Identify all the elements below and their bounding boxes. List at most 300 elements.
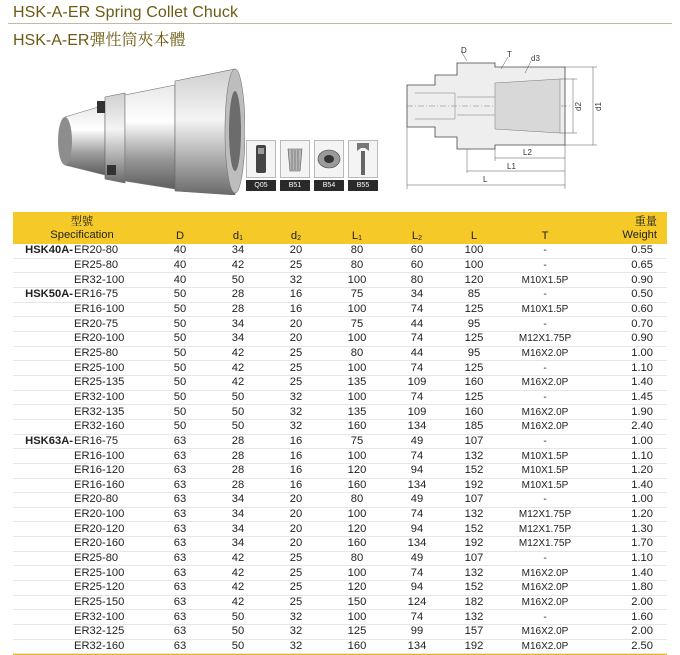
header-L1: $L_1$ bbox=[325, 212, 389, 244]
table-row bbox=[13, 258, 667, 273]
t-cell: M16X2.0P bbox=[503, 405, 587, 420]
d2-cell: 32 bbox=[267, 390, 325, 405]
w-cell: 1.60 bbox=[587, 610, 667, 625]
l1-cell: 100 bbox=[325, 610, 389, 625]
spec-cell: ER25-150 bbox=[73, 595, 151, 610]
l2-cell: 60 bbox=[389, 258, 445, 273]
d2-cell: 25 bbox=[267, 595, 325, 610]
d2-cell: 25 bbox=[267, 551, 325, 566]
l1-cell: 100 bbox=[325, 273, 389, 288]
w-cell: 1.00 bbox=[587, 346, 667, 361]
d-cell: 63 bbox=[151, 595, 209, 610]
t-cell: M16X2.0P bbox=[503, 595, 587, 610]
spec-cell: ER20-75 bbox=[73, 317, 151, 332]
l2-cell: 80 bbox=[389, 273, 445, 288]
d-cell: 50 bbox=[151, 302, 209, 317]
table-row bbox=[13, 522, 667, 537]
model-cell bbox=[13, 610, 73, 625]
d-cell: 40 bbox=[151, 258, 209, 273]
d1-cell: 28 bbox=[209, 434, 267, 449]
w-cell: 0.70 bbox=[587, 317, 667, 332]
t-cell: M10X1.5P bbox=[503, 449, 587, 464]
table-row bbox=[13, 507, 667, 522]
d1-cell: 42 bbox=[209, 361, 267, 376]
accessory-thumbnails bbox=[246, 140, 386, 192]
l1-cell: 160 bbox=[325, 419, 389, 434]
t-cell: M16X2.0P bbox=[503, 581, 587, 596]
d-cell: 63 bbox=[151, 434, 209, 449]
l2-cell: 74 bbox=[389, 390, 445, 405]
header-d1: $d_1$ bbox=[209, 212, 267, 244]
model-cell bbox=[13, 478, 73, 493]
d2-cell: 16 bbox=[267, 434, 325, 449]
spec-cell: ER25-80 bbox=[73, 551, 151, 566]
l-cell: 152 bbox=[445, 463, 503, 478]
table-row bbox=[13, 493, 667, 508]
dim-D-label: D bbox=[461, 46, 467, 55]
spec-cell: ER25-100 bbox=[73, 566, 151, 581]
accessory-label: B55 bbox=[348, 180, 378, 191]
l1-cell: 120 bbox=[325, 581, 389, 596]
d1-cell: 28 bbox=[209, 478, 267, 493]
spec-cell: ER25-80 bbox=[73, 258, 151, 273]
d2-cell: 25 bbox=[267, 581, 325, 596]
page-title-zh: HSK-A-ER彈性筒夾本體 bbox=[13, 32, 186, 49]
l-cell: 125 bbox=[445, 302, 503, 317]
t-cell: M10X1.5P bbox=[503, 273, 587, 288]
d-cell: 50 bbox=[151, 419, 209, 434]
spec-cell: ER25-120 bbox=[73, 581, 151, 596]
t-cell: M10X1.5P bbox=[503, 478, 587, 493]
l2-cell: 124 bbox=[389, 595, 445, 610]
w-cell: 0.65 bbox=[587, 258, 667, 273]
d-cell: 63 bbox=[151, 537, 209, 552]
table-row bbox=[13, 463, 667, 478]
model-cell bbox=[13, 551, 73, 566]
w-cell: 1.80 bbox=[587, 581, 667, 596]
l2-cell: 134 bbox=[389, 537, 445, 552]
w-cell: 0.60 bbox=[587, 302, 667, 317]
l2-cell: 74 bbox=[389, 610, 445, 625]
t-cell: - bbox=[503, 493, 587, 508]
w-cell: 1.70 bbox=[587, 537, 667, 552]
d1-cell: 28 bbox=[209, 287, 267, 302]
t-cell: M10X1.5P bbox=[503, 463, 587, 478]
table-row bbox=[13, 273, 667, 288]
l2-cell: 94 bbox=[389, 522, 445, 537]
wrench-icon bbox=[348, 140, 378, 178]
l-cell: 107 bbox=[445, 493, 503, 508]
l-cell: 132 bbox=[445, 507, 503, 522]
table-header-row bbox=[13, 212, 667, 244]
dim-L-label: L bbox=[483, 175, 488, 184]
w-cell: 1.10 bbox=[587, 449, 667, 464]
table-row bbox=[13, 478, 667, 493]
dim-L1-label: L1 bbox=[507, 162, 516, 171]
l1-cell: 125 bbox=[325, 625, 389, 640]
l2-cell: 74 bbox=[389, 449, 445, 464]
l-cell: 152 bbox=[445, 522, 503, 537]
l-cell: 132 bbox=[445, 449, 503, 464]
table-row bbox=[13, 581, 667, 596]
d2-cell: 20 bbox=[267, 522, 325, 537]
spec-cell: ER32-135 bbox=[73, 405, 151, 420]
d1-cell: 34 bbox=[209, 507, 267, 522]
w-cell: 1.30 bbox=[587, 522, 667, 537]
l2-cell: 74 bbox=[389, 302, 445, 317]
d2-cell: 32 bbox=[267, 639, 325, 654]
d-cell: 63 bbox=[151, 493, 209, 508]
l-cell: 85 bbox=[445, 287, 503, 302]
l1-cell: 100 bbox=[325, 449, 389, 464]
spec-cell: ER20-160 bbox=[73, 537, 151, 552]
l2-cell: 94 bbox=[389, 463, 445, 478]
table-row bbox=[13, 595, 667, 610]
l1-cell: 120 bbox=[325, 522, 389, 537]
d1-cell: 28 bbox=[209, 463, 267, 478]
l-cell: 132 bbox=[445, 566, 503, 581]
w-cell: 1.10 bbox=[587, 551, 667, 566]
technical-drawing bbox=[395, 45, 670, 195]
d1-cell: 50 bbox=[209, 419, 267, 434]
spec-cell: ER16-100 bbox=[73, 302, 151, 317]
d2-cell: 20 bbox=[267, 507, 325, 522]
dim-d1-label: d1 bbox=[594, 102, 603, 111]
d2-cell: 20 bbox=[267, 317, 325, 332]
t-cell: - bbox=[503, 287, 587, 302]
header-model-en: Specification bbox=[50, 229, 114, 241]
l2-cell: 109 bbox=[389, 375, 445, 390]
d-cell: 50 bbox=[151, 331, 209, 346]
model-cell bbox=[13, 346, 73, 361]
model-cell bbox=[13, 331, 73, 346]
l1-cell: 100 bbox=[325, 302, 389, 317]
spec-table bbox=[13, 212, 667, 654]
table-row bbox=[13, 610, 667, 625]
l-cell: 100 bbox=[445, 258, 503, 273]
d2-cell: 20 bbox=[267, 244, 325, 259]
model-cell bbox=[13, 449, 73, 464]
spec-cell: ER16-120 bbox=[73, 463, 151, 478]
l-cell: 152 bbox=[445, 581, 503, 596]
d2-cell: 20 bbox=[267, 331, 325, 346]
table-row bbox=[13, 537, 667, 552]
l-cell: 132 bbox=[445, 610, 503, 625]
dim-L2-label: L2 bbox=[523, 148, 532, 157]
d1-cell: 50 bbox=[209, 610, 267, 625]
l1-cell: 100 bbox=[325, 507, 389, 522]
header-D bbox=[151, 212, 209, 244]
l1-cell: 80 bbox=[325, 346, 389, 361]
d-cell: 63 bbox=[151, 507, 209, 522]
t-cell: M16X2.0P bbox=[503, 566, 587, 581]
t-cell: - bbox=[503, 390, 587, 405]
d-cell: 63 bbox=[151, 449, 209, 464]
spec-cell: ER16-75 bbox=[73, 287, 151, 302]
w-cell: 1.40 bbox=[587, 478, 667, 493]
d-cell: 63 bbox=[151, 478, 209, 493]
spec-cell: ER25-135 bbox=[73, 375, 151, 390]
spec-table-container bbox=[13, 212, 667, 655]
t-cell: - bbox=[503, 434, 587, 449]
d-cell: 50 bbox=[151, 317, 209, 332]
d2-cell: 32 bbox=[267, 405, 325, 420]
l2-cell: 134 bbox=[389, 639, 445, 654]
spec-cell: ER25-100 bbox=[73, 361, 151, 376]
d1-cell: 28 bbox=[209, 302, 267, 317]
accessory-label: B51 bbox=[280, 180, 310, 191]
l-cell: 100 bbox=[445, 244, 503, 259]
spec-cell: ER16-75 bbox=[73, 434, 151, 449]
d2-cell: 32 bbox=[267, 419, 325, 434]
model-cell bbox=[13, 405, 73, 420]
d-cell: 50 bbox=[151, 390, 209, 405]
d2-cell: 32 bbox=[267, 625, 325, 640]
table-row bbox=[13, 287, 667, 302]
spec-cell: ER20-80 bbox=[73, 244, 151, 259]
t-cell: M16X2.0P bbox=[503, 625, 587, 640]
model-cell bbox=[13, 566, 73, 581]
t-cell: - bbox=[503, 551, 587, 566]
header-L2: $L_2$ bbox=[389, 212, 445, 244]
model-cell bbox=[13, 361, 73, 376]
l-cell: 125 bbox=[445, 390, 503, 405]
model-cell bbox=[13, 302, 73, 317]
model-cell bbox=[13, 273, 73, 288]
spring-collet-icon bbox=[280, 140, 310, 178]
l-cell: 107 bbox=[445, 551, 503, 566]
table-row bbox=[13, 419, 667, 434]
l-cell: 107 bbox=[445, 434, 503, 449]
d-cell: 50 bbox=[151, 346, 209, 361]
table-row bbox=[13, 434, 667, 449]
accessory-b51 bbox=[280, 140, 310, 192]
spec-cell: ER16-100 bbox=[73, 449, 151, 464]
l1-cell: 80 bbox=[325, 258, 389, 273]
spec-cell: ER25-80 bbox=[73, 346, 151, 361]
model-cell bbox=[13, 258, 73, 273]
d2-cell: 25 bbox=[267, 566, 325, 581]
t-cell: - bbox=[503, 317, 587, 332]
w-cell: 1.45 bbox=[587, 390, 667, 405]
l1-cell: 160 bbox=[325, 537, 389, 552]
l1-cell: 75 bbox=[325, 317, 389, 332]
model-cell bbox=[13, 390, 73, 405]
l1-cell: 160 bbox=[325, 639, 389, 654]
table-row bbox=[13, 625, 667, 640]
d-cell: 50 bbox=[151, 361, 209, 376]
l2-cell: 74 bbox=[389, 566, 445, 581]
model-cell bbox=[13, 317, 73, 332]
l-cell: 192 bbox=[445, 537, 503, 552]
d2-cell: 16 bbox=[267, 463, 325, 478]
dim-T-label: T bbox=[507, 50, 512, 59]
l1-cell: 100 bbox=[325, 331, 389, 346]
d1-cell: 42 bbox=[209, 551, 267, 566]
d1-cell: 42 bbox=[209, 258, 267, 273]
w-cell: 1.10 bbox=[587, 361, 667, 376]
l1-cell: 135 bbox=[325, 405, 389, 420]
t-cell: M16X2.0P bbox=[503, 375, 587, 390]
table-row bbox=[13, 390, 667, 405]
t-cell: M12X1.75P bbox=[503, 331, 587, 346]
accessory-label: Q05 bbox=[246, 180, 276, 191]
l-cell: 125 bbox=[445, 331, 503, 346]
model-cell bbox=[13, 463, 73, 478]
l1-cell: 100 bbox=[325, 566, 389, 581]
l2-cell: 49 bbox=[389, 493, 445, 508]
model-cell bbox=[13, 419, 73, 434]
model-cell bbox=[13, 375, 73, 390]
w-cell: 1.00 bbox=[587, 493, 667, 508]
model-cell bbox=[13, 595, 73, 610]
l2-cell: 49 bbox=[389, 434, 445, 449]
d1-cell: 34 bbox=[209, 317, 267, 332]
w-cell: 0.90 bbox=[587, 273, 667, 288]
d1-cell: 42 bbox=[209, 375, 267, 390]
l2-cell: 49 bbox=[389, 551, 445, 566]
w-cell: 0.90 bbox=[587, 331, 667, 346]
l2-cell: 74 bbox=[389, 361, 445, 376]
l-cell: 182 bbox=[445, 595, 503, 610]
dim-d3-label: d3 bbox=[531, 54, 540, 63]
t-cell: - bbox=[503, 610, 587, 625]
l2-cell: 60 bbox=[389, 244, 445, 259]
d2-cell: 25 bbox=[267, 361, 325, 376]
t-cell: M16X2.0P bbox=[503, 419, 587, 434]
accessory-label: B54 bbox=[314, 180, 344, 191]
l2-cell: 94 bbox=[389, 581, 445, 596]
w-cell: 2.00 bbox=[587, 625, 667, 640]
d1-cell: 50 bbox=[209, 390, 267, 405]
table-row bbox=[13, 375, 667, 390]
d2-cell: 25 bbox=[267, 375, 325, 390]
l1-cell: 160 bbox=[325, 478, 389, 493]
l-cell: 185 bbox=[445, 419, 503, 434]
model-cell bbox=[13, 522, 73, 537]
t-cell: M12X1.75P bbox=[503, 507, 587, 522]
table-row bbox=[13, 302, 667, 317]
d1-cell: 42 bbox=[209, 346, 267, 361]
d2-cell: 32 bbox=[267, 610, 325, 625]
d1-cell: 50 bbox=[209, 639, 267, 654]
spec-cell: ER20-100 bbox=[73, 507, 151, 522]
table-row bbox=[13, 449, 667, 464]
dim-d2-label: d2 bbox=[574, 102, 583, 111]
l2-cell: 44 bbox=[389, 317, 445, 332]
w-cell: 1.20 bbox=[587, 463, 667, 478]
spec-cell: ER16-160 bbox=[73, 478, 151, 493]
d2-cell: 16 bbox=[267, 478, 325, 493]
t-cell: - bbox=[503, 244, 587, 259]
model-cell bbox=[13, 581, 73, 596]
spec-cell: ER32-100 bbox=[73, 273, 151, 288]
d2-cell: 16 bbox=[267, 287, 325, 302]
l2-cell: 74 bbox=[389, 507, 445, 522]
l1-cell: 75 bbox=[325, 287, 389, 302]
d-cell: 40 bbox=[151, 273, 209, 288]
l1-cell: 150 bbox=[325, 595, 389, 610]
header-weight bbox=[587, 212, 667, 244]
l1-cell: 80 bbox=[325, 244, 389, 259]
d2-cell: 16 bbox=[267, 302, 325, 317]
model-cell: HSK50A- bbox=[13, 287, 73, 302]
l-cell: 192 bbox=[445, 639, 503, 654]
spec-cell: ER32-100 bbox=[73, 610, 151, 625]
t-cell: - bbox=[503, 258, 587, 273]
d2-cell: 32 bbox=[267, 273, 325, 288]
w-cell: 0.50 bbox=[587, 287, 667, 302]
l1-cell: 80 bbox=[325, 493, 389, 508]
l2-cell: 44 bbox=[389, 346, 445, 361]
l1-cell: 80 bbox=[325, 551, 389, 566]
model-cell bbox=[13, 625, 73, 640]
l1-cell: 100 bbox=[325, 390, 389, 405]
d1-cell: 34 bbox=[209, 537, 267, 552]
spec-cell: ER32-100 bbox=[73, 390, 151, 405]
w-cell: 1.40 bbox=[587, 375, 667, 390]
table-row bbox=[13, 317, 667, 332]
l-cell: 157 bbox=[445, 625, 503, 640]
d1-cell: 50 bbox=[209, 625, 267, 640]
d1-cell: 34 bbox=[209, 493, 267, 508]
l-cell: 192 bbox=[445, 478, 503, 493]
d1-cell: 42 bbox=[209, 581, 267, 596]
header-L bbox=[445, 212, 503, 244]
l1-cell: 120 bbox=[325, 463, 389, 478]
header-weight-en: Weight bbox=[622, 229, 657, 241]
spec-cell: ER32-160 bbox=[73, 639, 151, 654]
d-cell: 50 bbox=[151, 405, 209, 420]
d2-cell: 25 bbox=[267, 258, 325, 273]
table-row bbox=[13, 566, 667, 581]
header-T-text: T bbox=[541, 230, 549, 242]
d-cell: 63 bbox=[151, 639, 209, 654]
d-cell: 40 bbox=[151, 244, 209, 259]
header-d2: $d_2$ bbox=[267, 212, 325, 244]
spec-cell: ER20-100 bbox=[73, 331, 151, 346]
w-cell: 2.40 bbox=[587, 419, 667, 434]
l-cell: 125 bbox=[445, 361, 503, 376]
header-D-text: D bbox=[175, 230, 185, 242]
w-cell: 1.90 bbox=[587, 405, 667, 420]
d1-cell: 34 bbox=[209, 331, 267, 346]
d1-cell: 28 bbox=[209, 449, 267, 464]
w-cell: 1.00 bbox=[587, 434, 667, 449]
d1-cell: 50 bbox=[209, 405, 267, 420]
l2-cell: 109 bbox=[389, 405, 445, 420]
l1-cell: 100 bbox=[325, 361, 389, 376]
w-cell: 1.20 bbox=[587, 507, 667, 522]
model-cell: HSK63A- bbox=[13, 434, 73, 449]
d-cell: 63 bbox=[151, 610, 209, 625]
l1-cell: 75 bbox=[325, 434, 389, 449]
w-cell: 2.50 bbox=[587, 639, 667, 654]
d-cell: 63 bbox=[151, 581, 209, 596]
d1-cell: 50 bbox=[209, 273, 267, 288]
t-cell: M16X2.0P bbox=[503, 639, 587, 654]
spec-cell: ER20-80 bbox=[73, 493, 151, 508]
collet-chuck-photo bbox=[45, 55, 245, 195]
table-row bbox=[13, 361, 667, 376]
d-cell: 63 bbox=[151, 522, 209, 537]
d-cell: 63 bbox=[151, 551, 209, 566]
d-cell: 50 bbox=[151, 287, 209, 302]
l2-cell: 134 bbox=[389, 419, 445, 434]
t-cell: M10X1.5P bbox=[503, 302, 587, 317]
l-cell: 95 bbox=[445, 346, 503, 361]
l-cell: 160 bbox=[445, 405, 503, 420]
